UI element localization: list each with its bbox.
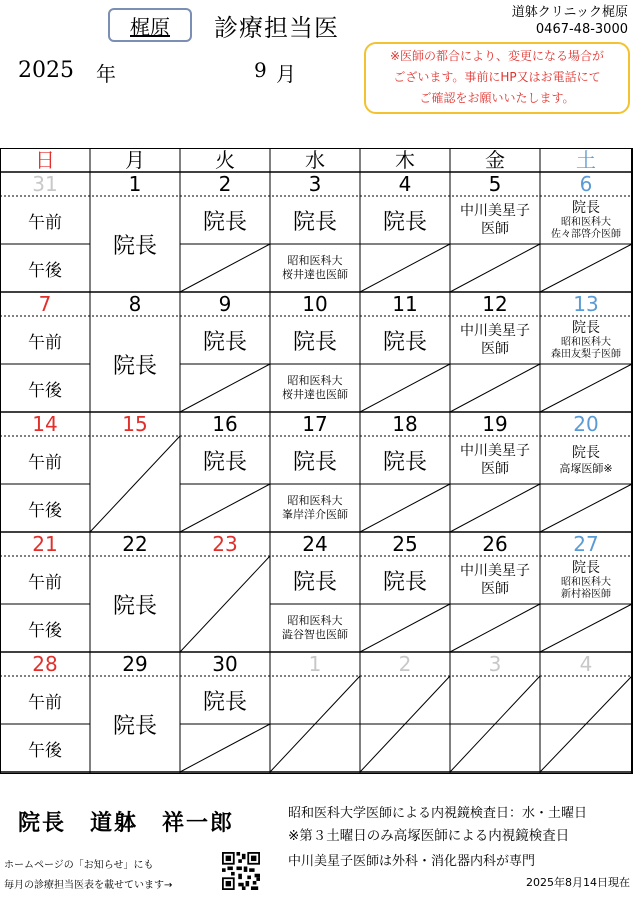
doctor-showa xyxy=(270,604,360,652)
date-number: 27 xyxy=(573,532,599,556)
afternoon-label: 午後 xyxy=(28,740,62,761)
doctor-saturday xyxy=(540,316,632,364)
doctor-director: 院長 xyxy=(292,569,337,595)
as-of-date: 2025年8月14日現在 xyxy=(526,876,630,889)
afternoon-label: 午後 xyxy=(28,500,62,521)
date-number: 19 xyxy=(482,412,508,436)
weekday-header: 水 xyxy=(305,148,325,172)
weekday-header: 木 xyxy=(395,148,415,172)
date-number: 2 xyxy=(218,172,232,196)
doctor-showa-line: 峯岸洋介医師 xyxy=(282,508,348,521)
morning-label: 午前 xyxy=(28,332,62,353)
doctor-saturday-line: 昭和医科大 xyxy=(561,217,611,228)
date-number: 8 xyxy=(128,292,142,316)
doctor-director: 院長 xyxy=(112,353,157,379)
doctor-director: 院長 xyxy=(382,569,427,595)
doctor-nakagawa xyxy=(450,316,540,364)
closed-slash xyxy=(360,604,450,652)
year-value: 2025 xyxy=(18,58,74,83)
doctor-saturday xyxy=(540,196,632,244)
takatsuka-note: ※第３土曜日のみ高塚医師による内視鏡検査日 xyxy=(288,828,570,844)
morning-label: 午前 xyxy=(28,692,62,713)
doctor-director: 院長 xyxy=(382,209,427,235)
date-number: 21 xyxy=(32,532,58,556)
doctor-showa-line: 昭和医科大 xyxy=(287,374,343,387)
afternoon-label: 午後 xyxy=(28,260,62,281)
date-number: 3 xyxy=(308,172,322,196)
qr-code-icon[interactable] xyxy=(222,852,260,890)
doctor-saturday-line: 院長 xyxy=(572,320,600,336)
date-number: 3 xyxy=(488,652,502,676)
date-number: 4 xyxy=(398,172,412,196)
closed-slash xyxy=(450,484,540,532)
branch-name-box xyxy=(108,8,192,42)
doctor-nakagawa-line: 医師 xyxy=(481,341,509,357)
doctor-saturday-line: 院長 xyxy=(572,200,600,216)
date-number: 17 xyxy=(302,412,328,436)
hp-notice-line: 毎月の診療担当医表を載せています→ xyxy=(4,880,173,891)
closed-slash xyxy=(450,604,540,652)
weekday-header: 火 xyxy=(215,148,235,172)
branch-name: 梶原 xyxy=(130,14,170,39)
date-number: 5 xyxy=(488,172,502,196)
closed-slash xyxy=(540,244,632,292)
doctor-director: 院長 xyxy=(202,209,247,235)
doctor-nakagawa xyxy=(450,436,540,484)
date-number: 30 xyxy=(212,652,238,676)
doctor-director: 院長 xyxy=(202,689,247,715)
date-number: 1 xyxy=(128,172,142,196)
schedule-calendar xyxy=(0,148,634,774)
doctor-director: 院長 xyxy=(292,209,337,235)
notice-line: ※医師の都合により、変更になる場合が xyxy=(389,49,605,63)
morning-label: 午前 xyxy=(28,572,62,593)
afternoon-label: 午後 xyxy=(28,620,62,641)
month-value: 9 xyxy=(254,58,267,82)
date-number: 12 xyxy=(482,292,508,316)
closed-slash xyxy=(360,364,450,412)
doctor-showa xyxy=(270,364,360,412)
doctor-saturday-line: 院長 xyxy=(572,560,600,576)
doctor-showa-line: 昭和医科大 xyxy=(287,494,343,507)
date-number: 22 xyxy=(122,532,148,556)
doctor-showa xyxy=(270,484,360,532)
doctor-director: 院長 xyxy=(292,329,337,355)
date-number: 26 xyxy=(482,532,508,556)
month-unit: 月 xyxy=(276,62,296,86)
doctor-nakagawa-line: 中川美星子 xyxy=(460,443,530,459)
weekday-header: 土 xyxy=(576,148,596,172)
doctor-nakagawa-line: 中川美星子 xyxy=(460,203,530,219)
date-number: 14 xyxy=(32,412,58,436)
date-number: 24 xyxy=(302,532,328,556)
date-number: 29 xyxy=(122,652,148,676)
doctor-nakagawa-line: 医師 xyxy=(481,581,509,597)
date-number: 18 xyxy=(392,412,418,436)
closed-slash xyxy=(450,244,540,292)
doctor-saturday xyxy=(540,556,632,604)
date-number: 15 xyxy=(122,412,148,436)
doctor-showa-line: 桜井達也医師 xyxy=(282,388,348,401)
closed-slash xyxy=(180,484,270,532)
closed-slash xyxy=(360,484,450,532)
director-name: 院長 道躰 祥一郎 xyxy=(18,810,235,836)
date-number: 11 xyxy=(392,292,418,316)
date-number: 9 xyxy=(218,292,232,316)
doctor-nakagawa-line: 中川美星子 xyxy=(460,563,530,579)
doctor-saturday-line: 院長 xyxy=(572,445,600,461)
weekday-header: 月 xyxy=(125,148,145,172)
doctor-director: 院長 xyxy=(292,449,337,475)
doctor-nakagawa xyxy=(450,196,540,244)
date-number: 13 xyxy=(573,292,599,316)
doctor-nakagawa-line: 医師 xyxy=(481,461,509,477)
doctor-saturday xyxy=(540,436,632,484)
doctor-saturday-line: 佐々部啓介医師 xyxy=(551,229,621,240)
morning-label: 午前 xyxy=(28,452,62,473)
weekday-header: 日 xyxy=(35,148,55,172)
doctor-director: 院長 xyxy=(382,449,427,475)
date-number: 4 xyxy=(579,652,593,676)
notice-line: ございます。事前にHP又はお電話にて xyxy=(393,70,601,84)
doctor-saturday-line: 昭和医科大 xyxy=(561,337,611,348)
morning-label: 午前 xyxy=(28,212,62,233)
doctor-director: 院長 xyxy=(112,593,157,619)
doctor-saturday-line: 高塚医師※ xyxy=(559,462,613,475)
doctor-director: 院長 xyxy=(112,713,157,739)
date-number: 6 xyxy=(579,172,593,196)
closed-slash xyxy=(450,364,540,412)
doctor-saturday-line: 新村裕医師 xyxy=(561,589,611,600)
date-number: 2 xyxy=(398,652,412,676)
closed-slash xyxy=(180,724,270,772)
doctor-showa-line: 昭和医科大 xyxy=(287,614,343,627)
clinic-phone: 0467-48-3000 xyxy=(535,22,628,37)
nakagawa-note: 中川美星子医師は外科・消化器内科が専門 xyxy=(288,854,536,869)
doctor-saturday-line: 昭和医科大 xyxy=(561,577,611,588)
doctor-showa-line: 澁谷智也医師 xyxy=(282,628,348,641)
doctor-showa xyxy=(270,244,360,292)
closed-slash xyxy=(540,364,632,412)
date-number: 1 xyxy=(308,652,322,676)
page-title: 診療担当医 xyxy=(214,14,339,42)
closed-slash xyxy=(360,244,450,292)
closed-slash xyxy=(540,484,632,532)
notice-line: ご確認をお願いいたします。 xyxy=(419,91,575,105)
doctor-director: 院長 xyxy=(202,329,247,355)
closed-slash xyxy=(180,364,270,412)
closed-slash xyxy=(540,604,632,652)
afternoon-label: 午後 xyxy=(28,380,62,401)
doctor-nakagawa-line: 中川美星子 xyxy=(460,323,530,339)
clinic-name: 道躰クリニック梶原 xyxy=(511,5,628,20)
doctor-nakagawa-line: 医師 xyxy=(481,221,509,237)
doctor-nakagawa xyxy=(450,556,540,604)
doctor-showa-line: 昭和医科大 xyxy=(287,254,343,267)
date-number: 16 xyxy=(212,412,238,436)
doctor-saturday-line: 森田友梨子医師 xyxy=(551,349,621,360)
date-number: 20 xyxy=(573,412,599,436)
year-unit: 年 xyxy=(96,62,116,86)
weekday-header: 金 xyxy=(485,148,505,172)
notice-box xyxy=(364,42,630,114)
date-number: 23 xyxy=(212,532,238,556)
closed-slash xyxy=(90,436,180,532)
date-number: 31 xyxy=(32,172,58,196)
date-number: 7 xyxy=(38,292,52,316)
date-number: 10 xyxy=(302,292,328,316)
doctor-director: 院長 xyxy=(112,233,157,259)
date-number: 28 xyxy=(32,652,58,676)
date-number: 25 xyxy=(392,532,418,556)
doctor-director: 院長 xyxy=(202,449,247,475)
doctor-showa-line: 桜井達也医師 xyxy=(282,268,348,281)
closed-slash xyxy=(180,556,270,652)
closed-slash xyxy=(180,244,270,292)
doctor-director: 院長 xyxy=(382,329,427,355)
hp-notice-line: ホームページの「お知らせ」にも xyxy=(4,860,154,871)
endoscopy-note: 昭和医科大学医師による内視鏡検査日：水・土曜日 xyxy=(288,806,588,821)
